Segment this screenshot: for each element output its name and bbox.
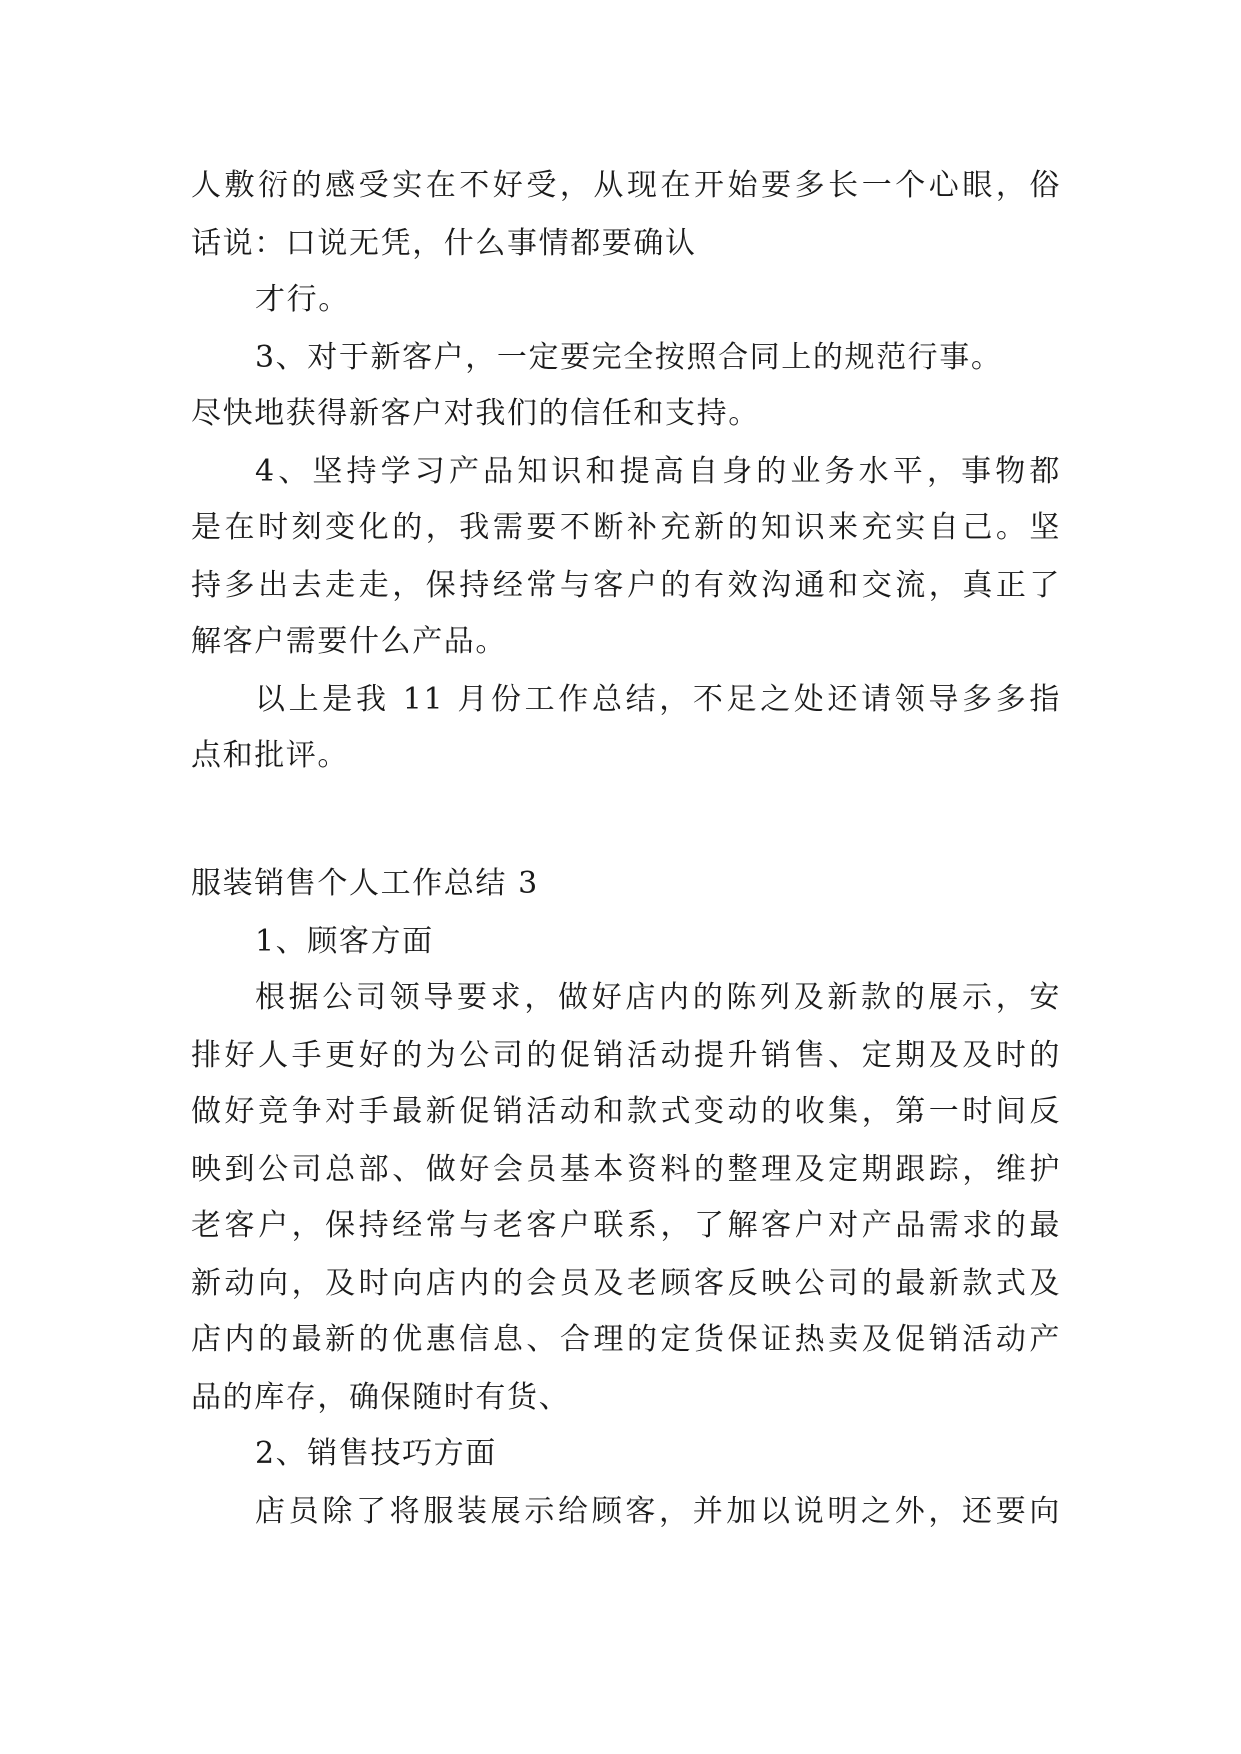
body-text-line: 根据公司领导要求，做好店内的陈列及新款的展示，安 (255, 980, 1061, 1015)
body-text-line: 持多出去走走，保持经常与客户的有效沟通和交流，真正了 (191, 568, 1061, 603)
body-text-line: 解客户需要什么产品。 (191, 624, 507, 659)
section-heading: 服装销售个人工作总结 3 (191, 866, 539, 901)
subsection-heading: 1、顾客方面 (255, 924, 434, 959)
body-text-line: 是在时刻变化的，我需要不断补充新的知识来充实自己。坚 (191, 510, 1061, 545)
body-text-line: 点和批评。 (191, 738, 349, 773)
body-text-line: 尽快地获得新客户对我们的信任和支持。 (191, 396, 760, 431)
body-text-line: 店内的最新的优惠信息、合理的定货保证热卖及促销活动产 (191, 1322, 1061, 1357)
body-text-line: 品的库存，确保随时有货、 (191, 1380, 571, 1415)
body-text-line: 3、对于新客户，一定要完全按照合同上的规范行事。 (255, 340, 1003, 375)
body-text-line: 话说：口说无凭，什么事情都要确认 (191, 226, 697, 261)
body-text-line: 映到公司总部、做好会员基本资料的整理及定期跟踪，维护 (191, 1152, 1061, 1187)
body-text-line: 新动向，及时向店内的会员及老顾客反映公司的最新款式及 (191, 1266, 1061, 1301)
body-text-line: 排好人手更好的为公司的促销活动提升销售、定期及及时的 (191, 1038, 1061, 1073)
body-text-line: 才行。 (255, 282, 350, 317)
body-text-line: 老客户，保持经常与老客户联系，了解客户对产品需求的最 (191, 1208, 1061, 1243)
body-text-line: 店员除了将服装展示给顾客，并加以说明之外，还要向 (255, 1494, 1061, 1529)
subsection-heading: 2、销售技巧方面 (255, 1436, 497, 1471)
body-text-line: 人敷衍的感受实在不好受，从现在开始要多长一个心眼，俗 (191, 168, 1061, 203)
body-text-line: 做好竞争对手最新促销活动和款式变动的收集，第一时间反 (191, 1094, 1061, 1129)
body-text-line: 4、坚持学习产品知识和提高自身的业务水平，事物都 (255, 454, 1061, 489)
body-text-line: 以上是我 11 月份工作总结，不足之处还请领导多多指 (255, 682, 1061, 717)
